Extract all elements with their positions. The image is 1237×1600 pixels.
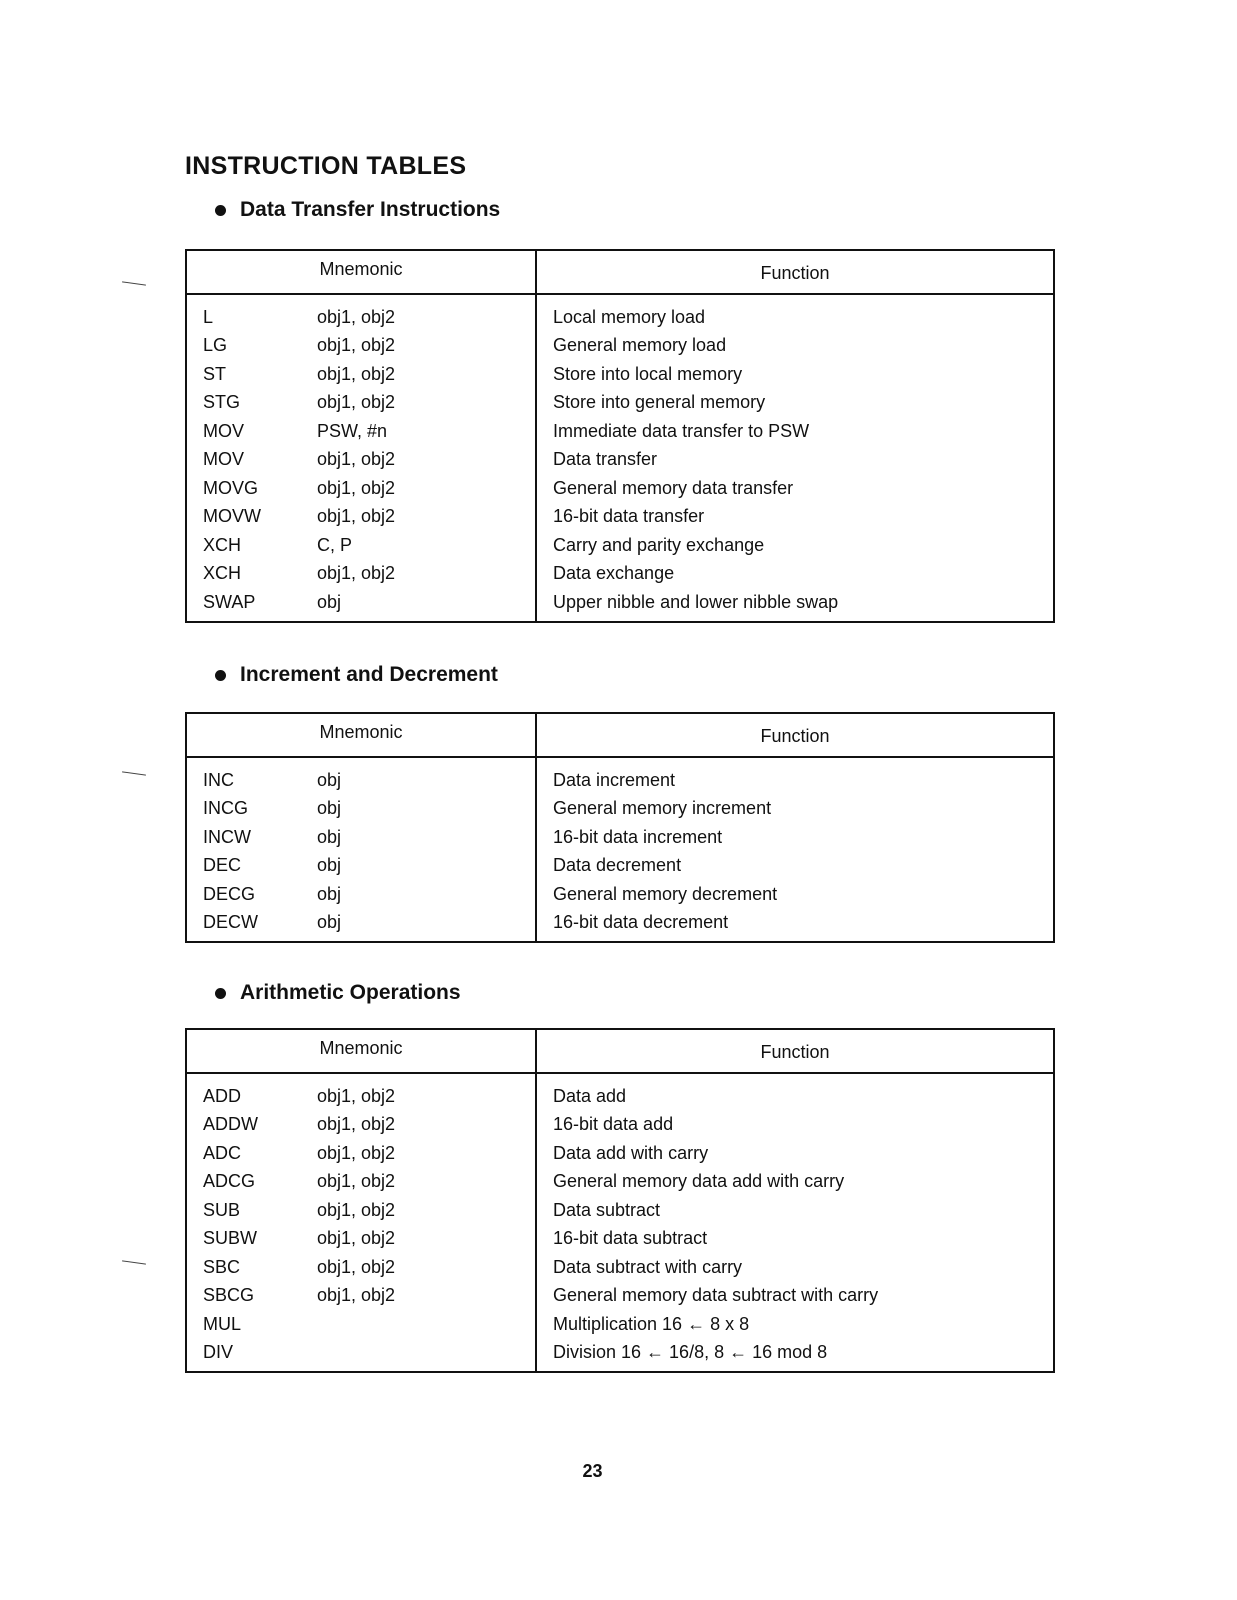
instruction-op: DECG <box>203 883 256 904</box>
table-row-function <box>537 417 1053 446</box>
table-row-mnemonic <box>187 1253 535 1282</box>
table-row-mnemonic <box>187 1339 535 1368</box>
table-row-function <box>537 766 1053 795</box>
table-row-mnemonic <box>187 1310 535 1339</box>
instruction-operands: obj1, obj2 <box>317 1085 396 1106</box>
mnemonic-column-header: Mnemonic <box>187 714 537 756</box>
instruction-function: Carry and parity exchange <box>553 534 765 555</box>
table-body <box>187 758 1053 941</box>
table-row-function <box>537 852 1053 881</box>
instruction-function: General memory data transfer <box>553 477 794 498</box>
table-row-mnemonic <box>187 560 535 589</box>
function-column <box>537 758 1053 941</box>
instruction-function: Data add <box>553 1085 627 1106</box>
table-row-function <box>537 1168 1053 1197</box>
function-column-header: Function <box>760 263 830 283</box>
instruction-op: ADDW <box>203 1114 258 1135</box>
table-body <box>187 1074 1053 1371</box>
table-header <box>187 251 1053 295</box>
section-heading-label: Increment and Decrement <box>240 663 498 686</box>
table-row-function <box>537 389 1053 418</box>
instruction-op: SUB <box>203 1199 241 1220</box>
table-row-function <box>537 909 1053 938</box>
table-row-mnemonic <box>187 1282 535 1311</box>
table-row-function <box>537 588 1053 617</box>
table-row-mnemonic <box>187 823 535 852</box>
instruction-operands: obj1, obj2 <box>317 1114 396 1135</box>
instruction-op: DECW <box>203 912 258 933</box>
table-header <box>187 714 1053 758</box>
instruction-op: INC <box>203 769 234 790</box>
table-row-mnemonic <box>187 880 535 909</box>
table-row-function <box>537 1310 1053 1339</box>
instruction-operands: obj1, obj2 <box>317 306 396 327</box>
table-row-mnemonic <box>187 588 535 617</box>
instruction-function: Local memory load <box>553 306 706 327</box>
function-column-header: Function <box>760 1042 830 1062</box>
table-row-mnemonic <box>187 909 535 938</box>
table-row-function <box>537 503 1053 532</box>
mnemonic-column <box>187 295 537 621</box>
instruction-function: 16-bit data increment <box>553 826 723 847</box>
table-row-mnemonic <box>187 474 535 503</box>
table-row-mnemonic <box>187 389 535 418</box>
instruction-function: General memory decrement <box>553 883 778 904</box>
page-number: 23 <box>582 1461 603 1481</box>
instruction-operands: obj <box>317 798 342 819</box>
instruction-operands: obj <box>317 591 342 612</box>
bullet-icon <box>215 670 226 681</box>
table-header <box>187 1030 1053 1074</box>
instruction-operands: obj <box>317 883 342 904</box>
arithmetic-table <box>185 1028 1055 1373</box>
mnemonic-column <box>187 758 537 941</box>
margin-mark <box>122 1260 146 1264</box>
instruction-op: INCW <box>203 826 251 847</box>
instruction-op: DEC <box>203 855 242 876</box>
table-row-mnemonic <box>187 360 535 389</box>
instruction-op: ADD <box>203 1085 242 1106</box>
instruction-function: Data exchange <box>553 563 675 584</box>
instruction-operands: obj <box>317 769 342 790</box>
instruction-op: MOVG <box>203 477 259 498</box>
instruction-op: INCG <box>203 798 248 819</box>
bullet-icon <box>215 205 226 216</box>
instruction-operands: obj <box>317 912 342 933</box>
instruction-op: LG <box>203 335 228 356</box>
table-row-mnemonic <box>187 1196 535 1225</box>
instruction-op: DIV <box>203 1342 234 1363</box>
table-row-function <box>537 795 1053 824</box>
instruction-operands: obj <box>317 855 342 876</box>
instruction-function: Division 16 ← 16/8, 8 ← 16 mod 8 <box>553 1342 828 1363</box>
instruction-function: General memory data subtract with carry <box>553 1285 879 1306</box>
instruction-op: MUL <box>203 1313 242 1334</box>
table-row-mnemonic <box>187 1225 535 1254</box>
table-row-function <box>537 823 1053 852</box>
instruction-operands: obj1, obj2 <box>317 1171 396 1192</box>
table-row-mnemonic <box>187 1082 535 1111</box>
instruction-function: 16-bit data add <box>553 1114 674 1135</box>
table-row-function <box>537 1282 1053 1311</box>
function-column <box>537 295 1053 621</box>
table-row-function <box>537 332 1053 361</box>
margin-mark <box>122 771 146 775</box>
instruction-op: MOV <box>203 420 245 441</box>
instruction-op: MOV <box>203 449 245 470</box>
instruction-operands: obj <box>317 826 342 847</box>
page-title: INSTRUCTION TABLES <box>185 152 467 180</box>
table-row-mnemonic <box>187 303 535 332</box>
instruction-function: Immediate data transfer to PSW <box>553 420 810 441</box>
instruction-operands: obj1, obj2 <box>317 449 396 470</box>
increment-decrement-table <box>185 712 1055 943</box>
table-row-function <box>537 1196 1053 1225</box>
instruction-operands: obj1, obj2 <box>317 363 396 384</box>
instruction-function: 16-bit data transfer <box>553 506 705 527</box>
table-row-mnemonic <box>187 1168 535 1197</box>
table-row-function <box>537 1225 1053 1254</box>
instruction-op: SUBW <box>203 1228 257 1249</box>
table-row-function <box>537 1253 1053 1282</box>
mnemonic-column-header: Mnemonic <box>187 251 537 293</box>
table-body <box>187 295 1053 621</box>
instruction-op: ADCG <box>203 1171 256 1192</box>
data-transfer-table <box>185 249 1055 623</box>
table-row-function <box>537 1139 1053 1168</box>
table-row-function <box>537 531 1053 560</box>
table-row-mnemonic <box>187 1139 535 1168</box>
table-row-mnemonic <box>187 795 535 824</box>
function-column <box>537 1074 1053 1371</box>
section-heading-increment-decrement <box>215 663 498 687</box>
instruction-op: MOVW <box>203 506 261 527</box>
instruction-function: Data transfer <box>553 449 658 470</box>
table-row-mnemonic <box>187 852 535 881</box>
instruction-op: SBCG <box>203 1285 255 1306</box>
bullet-icon <box>215 988 226 999</box>
instruction-operands: obj1, obj2 <box>317 1256 396 1277</box>
instruction-function: Upper nibble and lower nibble swap <box>553 591 839 612</box>
table-row-function <box>537 1339 1053 1368</box>
table-row-function <box>537 474 1053 503</box>
instruction-op: ST <box>203 363 227 384</box>
instruction-operands: obj1, obj2 <box>317 392 396 413</box>
mnemonic-column-header: Mnemonic <box>187 1030 537 1072</box>
table-row-mnemonic <box>187 503 535 532</box>
instruction-function: Multiplication 16 ← 8 x 8 <box>553 1313 750 1334</box>
mnemonic-column <box>187 1074 537 1371</box>
instruction-function: Store into general memory <box>553 392 766 413</box>
table-row-function <box>537 303 1053 332</box>
instruction-op: STG <box>203 392 241 413</box>
table-row-function <box>537 446 1053 475</box>
instruction-function: 16-bit data decrement <box>553 912 729 933</box>
instruction-function: General memory load <box>553 335 727 356</box>
instruction-operands: obj1, obj2 <box>317 335 396 356</box>
instruction-function: General memory data add with carry <box>553 1171 845 1192</box>
margin-mark <box>122 281 146 285</box>
table-row-function <box>537 360 1053 389</box>
instruction-operands: obj1, obj2 <box>317 1285 396 1306</box>
instruction-op: SWAP <box>203 591 256 612</box>
table-row-function <box>537 880 1053 909</box>
instruction-op: SBC <box>203 1256 241 1277</box>
instruction-op: XCH <box>203 534 242 555</box>
instruction-function: Data subtract <box>553 1199 661 1220</box>
function-column-header: Function <box>760 726 830 746</box>
instruction-function: Store into local memory <box>553 363 743 384</box>
section-heading-data-transfer <box>215 198 500 222</box>
instruction-operands: obj1, obj2 <box>317 506 396 527</box>
table-row-mnemonic <box>187 1111 535 1140</box>
table-row-mnemonic <box>187 446 535 475</box>
instruction-function: 16-bit data subtract <box>553 1228 708 1249</box>
section-heading-label: Arithmetic Operations <box>240 981 461 1004</box>
instruction-operands: obj1, obj2 <box>317 563 396 584</box>
table-row-mnemonic <box>187 417 535 446</box>
instruction-function: General memory increment <box>553 798 772 819</box>
section-heading-label: Data Transfer Instructions <box>240 198 501 221</box>
instruction-operands: obj1, obj2 <box>317 477 396 498</box>
table-row-mnemonic <box>187 332 535 361</box>
table-row-function <box>537 1111 1053 1140</box>
instruction-operands: obj1, obj2 <box>317 1228 396 1249</box>
instruction-operands: obj1, obj2 <box>317 1199 396 1220</box>
instruction-op: ADC <box>203 1142 242 1163</box>
instruction-op: L <box>203 306 214 327</box>
instruction-op: XCH <box>203 563 242 584</box>
table-row-function <box>537 1082 1053 1111</box>
table-row-function <box>537 560 1053 589</box>
instruction-function: Data add with carry <box>553 1142 709 1163</box>
instruction-function: Data increment <box>553 769 676 790</box>
instruction-function: Data subtract with carry <box>553 1256 743 1277</box>
table-row-mnemonic <box>187 531 535 560</box>
instruction-operands: C, P <box>317 534 353 555</box>
section-heading-arithmetic <box>215 981 461 1005</box>
table-row-mnemonic <box>187 766 535 795</box>
instruction-operands: obj1, obj2 <box>317 1142 396 1163</box>
instruction-function: Data decrement <box>553 855 682 876</box>
instruction-operands: PSW, #n <box>317 420 388 441</box>
